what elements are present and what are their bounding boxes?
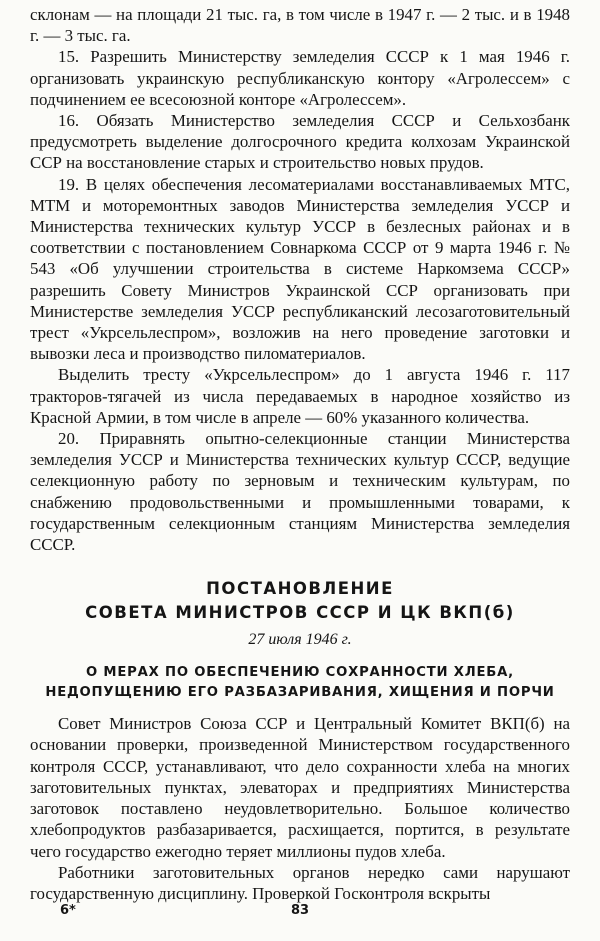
body-paragraph-2: Работники заготовительных органов нередко сами нарушают государственную дисциплину. Проверкой Госконтроля вскрыты bbox=[30, 862, 570, 903]
resolution-heading bbox=[30, 577, 570, 703]
paragraph-item-19: 19. В целях обеспечения лесоматериалами восстанавливаемых МТС, МТМ и моторемонтных заводов Министерства земледелия УССР и Министерства технических культур УССР в безлесных районах и в соответствии с постановлением Совнаркома СССР от 9 марта 1946 г. № 543 «Об улучшении строительства в системе Наркомзема СССР» разрешить Совету Министров Украинской ССР организовать при Министерстве земледелия УССР республиканский лесозаготовительный трест «Укрсельлеспром», возложив на него проведение заготовки и вывозки леса и производство пиломатериалов. bbox=[30, 174, 570, 364]
paragraph-item-15: 15. Разрешить Министерству земледелия СССР к 1 мая 1946 г. организовать украинскую республиканскую контору «Агролессем» с подчинением ее всесоюзной конторе «Агролессем». bbox=[30, 47, 570, 109]
heading-subtitle-line-1: О МЕРАХ ПО ОБЕСПЕЧЕНИЮ СОХРАННОСТИ ХЛЕБА, bbox=[86, 665, 514, 681]
heading-subtitle-line-2: НЕДОПУЩЕНИЮ ЕГО РАЗБАЗАРИВАНИЯ, ХИЩЕНИЯ И ПОРЧИ bbox=[45, 685, 555, 701]
page-footer bbox=[0, 903, 600, 925]
signature-mark: 6* bbox=[60, 903, 76, 918]
paragraph-continuation: склонам — на площади 21 тыс. га, в том числе в 1947 г. — 2 тыс. и в 1948 г. — 3 тыс. га. bbox=[30, 5, 570, 46]
page-number: 83 bbox=[290, 903, 310, 918]
heading-title-line-2: СОВЕТА МИНИСТРОВ СССР И ЦК ВКП(б) bbox=[85, 603, 515, 623]
heading-title-line-1: ПОСТАНОВЛЕНИЕ bbox=[206, 579, 394, 599]
body-paragraph-1: Совет Министров Союза ССР и Центральный Комитет ВКП(б) на основании проверки, произведенной Министерством государственного контроля СССР, устанавливают, что дело сохранности хлеба на многих заготовительных пунктах, элеваторах и предприятиях Министерства заготовок поставлено неудовлетворительно. Большое количество хлебопродуктов разбазаривается, расхищается, портится, в результате чего государство ежегодно теряет миллионы пудов хлеба. bbox=[30, 714, 570, 861]
paragraph-item-20: 20. Приравнять опытно-селекционные станции Министерства земледелия УССР и Министерства технических культур СССР, ведущие селекционную работу по зерновым и техническим культурам, по снабжению продовольственными и промышленными товарами, к государственным селекционным станциям Министерства земледелия СССР. bbox=[30, 429, 570, 555]
heading-subtitle bbox=[30, 663, 570, 703]
paragraph-item-19-continued: Выделить тресту «Укрсельлеспром» до 1 августа 1946 г. 117 тракторов-тягачей из числа передаваемых в народное хозяйство из Красной Армии, в том числе в апреле — 60% указанного количества. bbox=[30, 365, 570, 427]
heading-date: 27 июля 1946 г. bbox=[248, 631, 352, 649]
paragraph-item-16: 16. Обязать Министерство земледелия СССР и Сельхозбанк предусмотреть выделение долгосрочного кредита колхозам Украинской ССР на восстановление старых и строительство новых прудов. bbox=[30, 111, 570, 173]
